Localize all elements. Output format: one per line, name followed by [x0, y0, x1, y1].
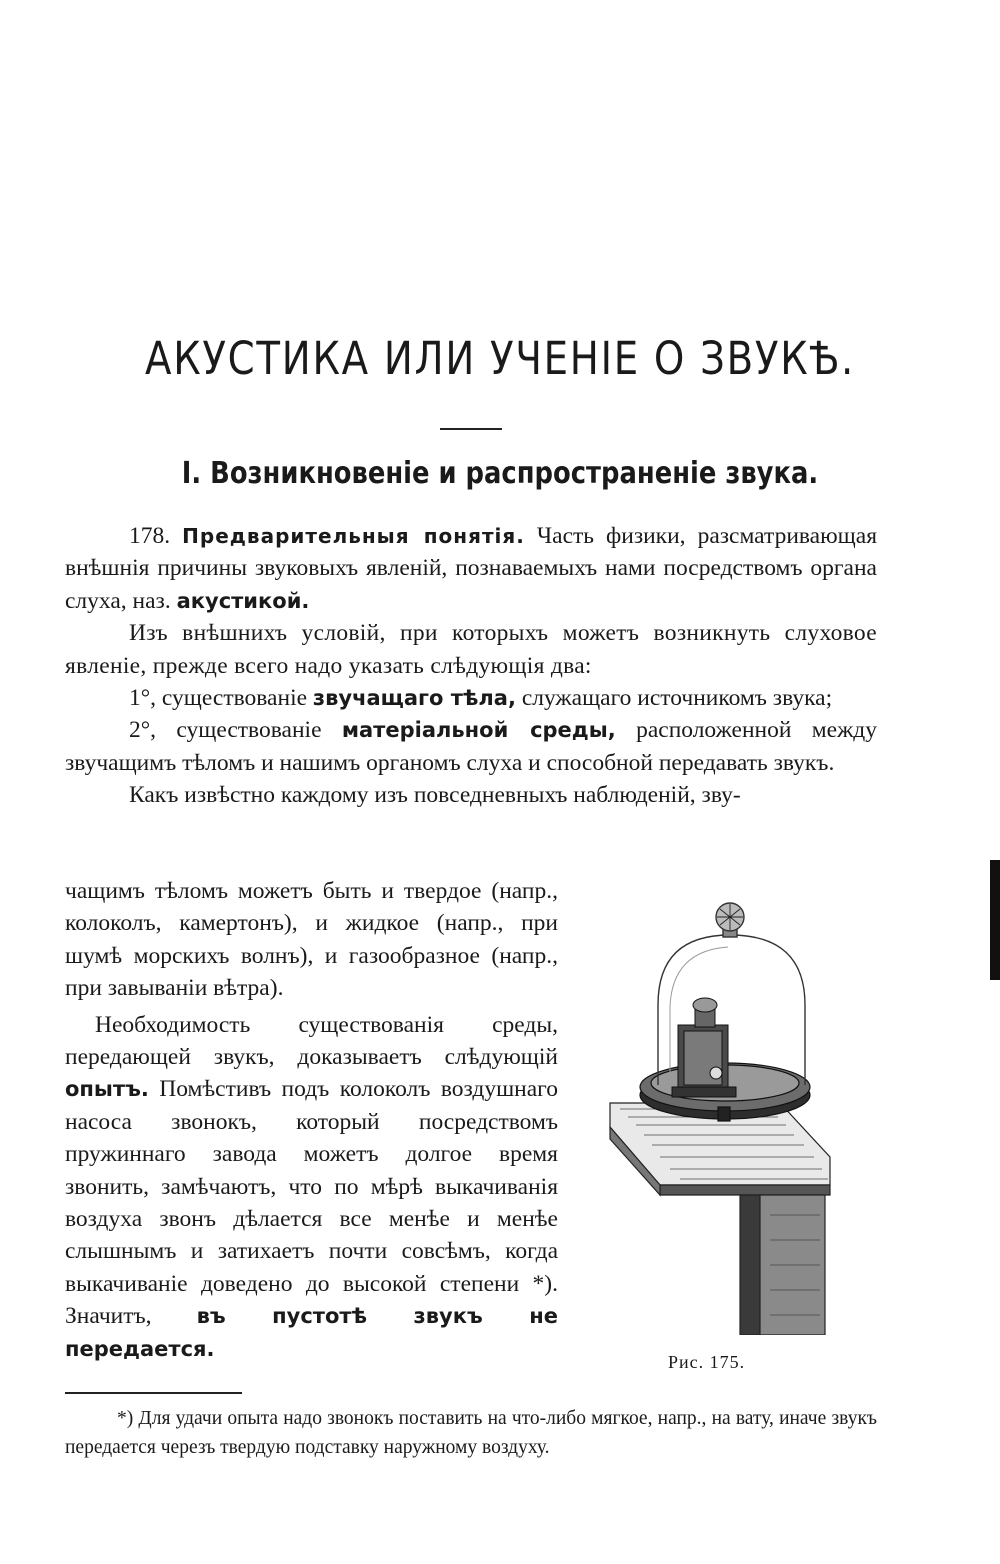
- list-item-text: существованіе: [176, 717, 322, 744]
- paragraph-178: [65, 520, 877, 617]
- paragraph-text: Часть физики, разсматривающая внѣшнія причины звуковыхъ явленій, познаваемыхъ нами посредствомъ органа слуха, наз.: [65, 523, 877, 614]
- term-sounding-body: звучащаго тѣла,: [312, 686, 516, 711]
- conclusion-text: въ пустотѣ звукъ не передается.: [65, 1304, 558, 1361]
- list-item-text: расположенной между звучащимъ тѣломъ и нашимъ органомъ слуха и способной передавать звукъ.: [65, 717, 878, 776]
- footnote-divider: [65, 1392, 242, 1394]
- paragraph-heading: Предварительныя понятія.: [182, 524, 525, 548]
- list-item-number: 1°,: [129, 685, 157, 712]
- main-title: АКУСТИКА ИЛИ УЧЕНІЕ О ЗВУКѢ.: [144, 332, 855, 385]
- footnote-text: *) Для удачи опыта надо звонокъ поставить на что-либо мягкое, напр., на вату, иначе звукъ передается черезъ твердую подставку наружному воздуху.: [65, 1408, 877, 1458]
- full-width-text: [65, 520, 877, 812]
- list-item-1: [65, 682, 877, 714]
- scan-edge-mark: [990, 860, 1000, 980]
- title-divider: [440, 428, 502, 430]
- section-title: I. Возникновеніе и распространеніе звука.: [181, 456, 819, 491]
- paragraph-experiment: [65, 1009, 558, 1365]
- term-experiment: опытъ.: [65, 1077, 149, 1102]
- list-item-text: служащаго источникомъ звука;: [521, 685, 833, 712]
- bell-apparatus: [672, 998, 736, 1097]
- paragraph-known-continued: чащимъ тѣломъ можетъ быть и твердое (напр., колоколъ, камертонъ), и жидкое (напр., при шумѣ морскихъ волнъ), и газообразное (напр., при завываніи вѣтра).: [65, 878, 558, 1002]
- table: [610, 1103, 830, 1335]
- term-acoustics: акустикой.: [176, 588, 310, 613]
- figure-bell-jar-illustration: [600, 895, 890, 1335]
- figure-caption: Рис. 175.: [668, 1352, 746, 1372]
- list-item-number: 2°,: [129, 717, 157, 744]
- footnote: [65, 1404, 877, 1462]
- paragraph-number: 178.: [129, 523, 171, 549]
- paragraph-known-start: Какъ извѣстно каждому изъ повседневныхъ наблюденій, зву-: [129, 782, 741, 809]
- paragraph-text: Необходимость существованія среды, передающей звукъ, доказываетъ слѣдующій: [65, 1011, 558, 1071]
- term-material-medium: матеріальной среды,: [341, 718, 616, 743]
- text-column: [65, 875, 558, 1365]
- paragraph-text: Помѣстивъ подъ колоколъ воздушнаго насоса звонокъ, который посредствомъ пружиннаго завода можетъ долгое время звонить, замѣчаютъ, что по мѣрѣ выкачиванія воздуха звонъ дѣлается все менѣе и менѣе слышнымъ и затихаетъ почти совсѣмъ, когда выкачиваніе доведено до высокой степени *). Значитъ,: [65, 1076, 558, 1330]
- paragraph-conditions: Изъ внѣшнихъ условій, при которыхъ можетъ возникнуть слуховое явленіе, прежде всего надо указать слѣдующія два:: [65, 620, 877, 679]
- list-item-text: существованіе: [161, 685, 308, 712]
- list-item-2: [65, 714, 877, 779]
